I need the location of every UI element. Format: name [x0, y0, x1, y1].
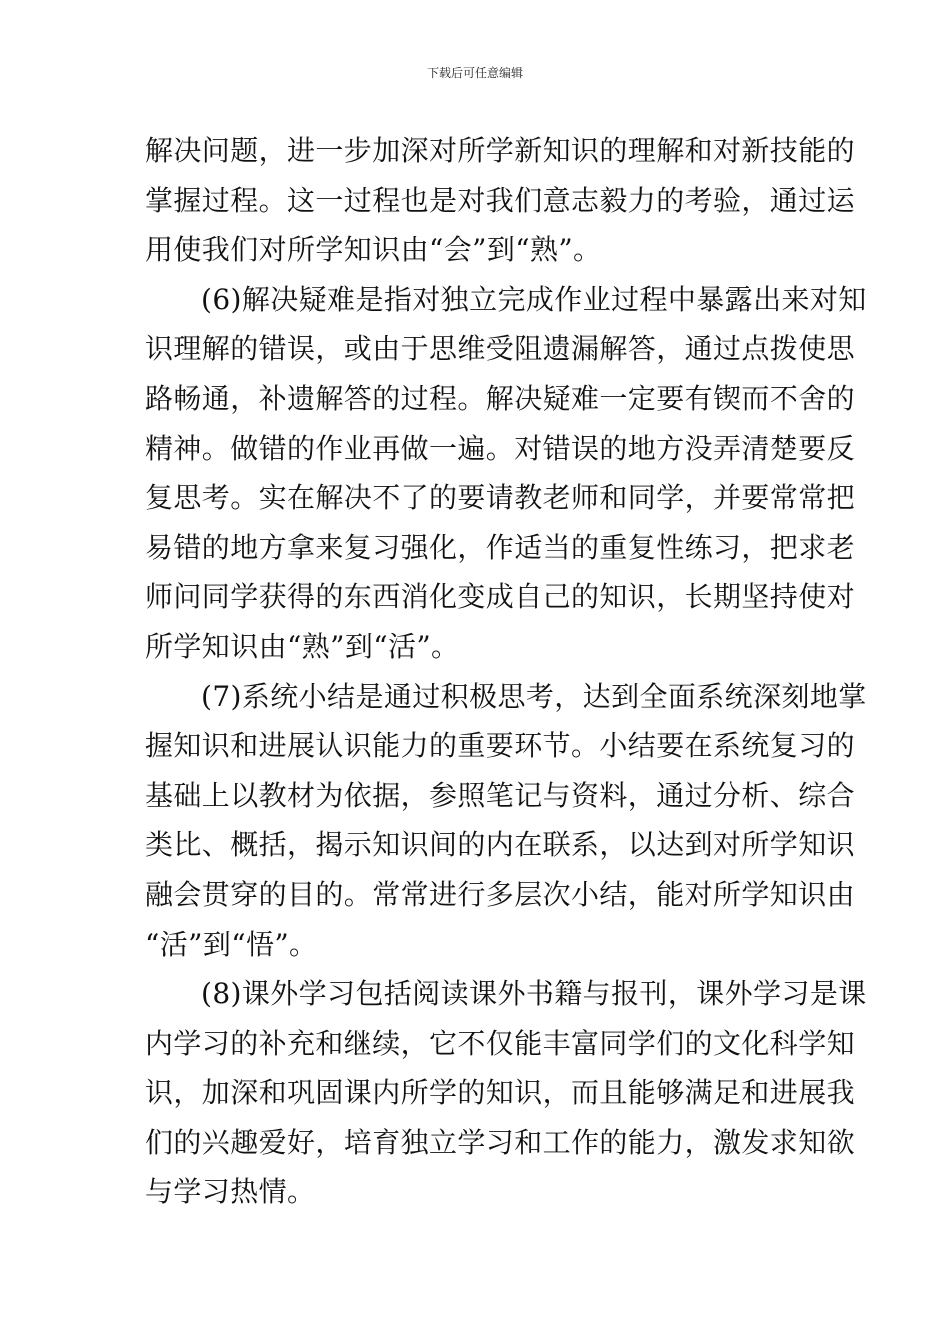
text-line: 握知识和进展认识能力的重要环节。小结要在系统复习的: [145, 729, 856, 763]
text-line: 内学习的补充和继续，它不仅能丰富同学们的文化科学知: [145, 1026, 856, 1060]
text-line: 用使我们对所学知识由“会”到“熟”。: [145, 233, 602, 267]
text-line: 与学习热情。: [145, 1175, 316, 1209]
text-line: 融会贯穿的目的。常常进行多层次小结，能对所学知识由: [145, 877, 856, 911]
body-text: [145, 126, 867, 1217]
text-line: “活”到“悟”。: [145, 927, 318, 961]
text-line: 识理解的错误，或由于思维受阻遗漏解答，通过点拨使思: [145, 332, 856, 366]
paragraph-start-line: (7)系统小结是通过积极思考，达到全面系统深刻地掌: [201, 679, 867, 713]
text-line: 易错的地方拿来复习强化，作适当的重复性练习，把求老: [145, 530, 856, 564]
text-line: 路畅通，补遗解答的过程。解决疑难一定要有锲而不舍的: [145, 381, 856, 415]
text-line: 掌握过程。这一过程也是对我们意志毅力的考验，通过运: [145, 183, 856, 217]
text-line: 复思考。实在解决不了的要请教老师和同学，并要常常把: [145, 481, 856, 515]
text-line: 精神。做错的作业再做一遍。对错误的地方没弄清楚要反: [145, 431, 856, 465]
page-header: 下载后可任意编辑: [426, 66, 523, 80]
paragraph-start-line: (8)课外学习包括阅读课外书籍与报刊，课外学习是课: [201, 977, 867, 1011]
paragraph-start-line: (6)解决疑难是指对独立完成作业过程中暴露出来对知: [201, 282, 867, 316]
text-line: 基础上以教材为依据，参照笔记与资料，通过分析、综合: [145, 778, 856, 812]
text-line: 师问同学获得的东西消化变成自己的知识，长期坚持使对: [145, 580, 856, 614]
text-line: 所学知识由“熟”到“活”。: [145, 629, 460, 663]
text-line: 类比、概括，揭示知识间的内在联系，以达到对所学知识: [145, 828, 856, 862]
text-line: 识，加深和巩固课内所学的知识，而且能够满足和进展我: [145, 1076, 856, 1110]
text-line: 解决问题，进一步加深对所学新知识的理解和对新技能的: [145, 134, 856, 167]
text-line: 们的兴趣爱好，培育独立学习和工作的能力，激发求知欲: [145, 1125, 856, 1159]
